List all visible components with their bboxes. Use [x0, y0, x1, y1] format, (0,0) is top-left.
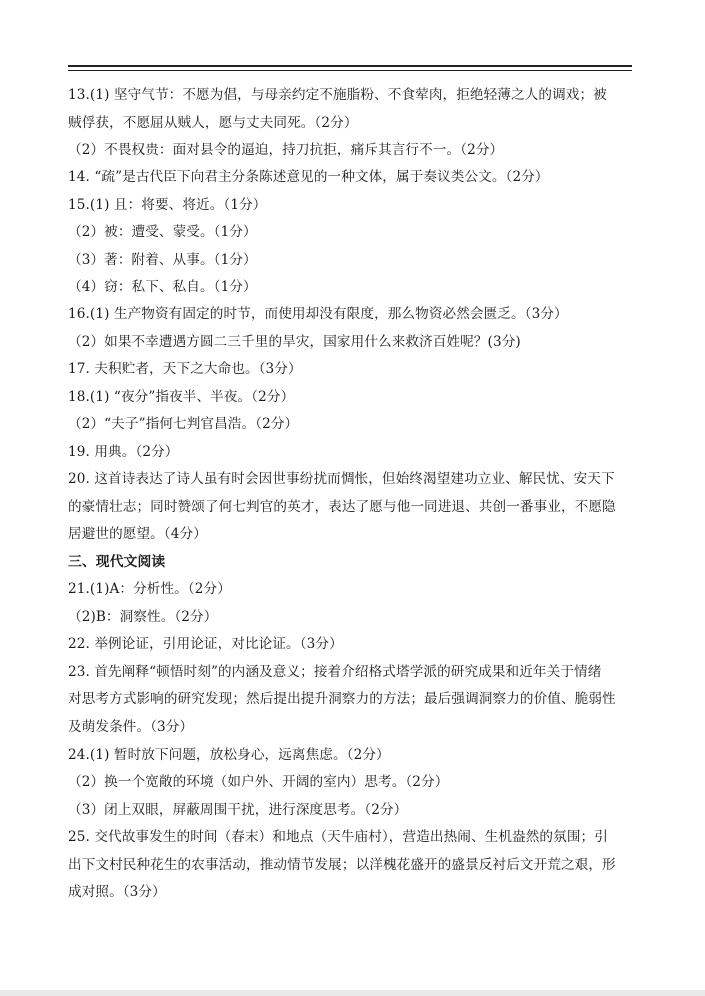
answer-18-1: 18.(1) “夜分”指夜半、半夜。（2分）: [68, 389, 295, 405]
page-bottom-edge: [0, 990, 705, 996]
answer-15-4: （4）窃：私下、私自。（1分）: [68, 279, 257, 295]
header-rule-thin: [68, 70, 632, 71]
answer-21-2: （2)B：洞察性。（2分）: [68, 609, 218, 625]
answer-23-line-2: 对思考方式影响的研究发现；然后提出提升洞察力的方法；最后强调洞察力的价值、脆弱性: [68, 691, 616, 707]
answer-24-2: （2）换一个宽敞的环境（如户外、开阔的室内）思考。（2分）: [68, 774, 449, 790]
answer-19: 19. 用典。（2分）: [68, 444, 179, 460]
answer-23-line-3: 及萌发条件。（3分）: [68, 719, 194, 735]
answer-25-line-1: 25. 交代故事发生的时间（春末）和地点（天牛庙村），营造出热闹、生机盎然的氛围；引: [68, 829, 608, 845]
section-heading-modern-reading: 三、现代文阅读: [68, 554, 166, 570]
answer-15-3: （3）著：附着、从事。（1分）: [68, 252, 257, 268]
answer-23-line-1: 23. 首先阐释“顿悟时刻”的内涵及意义；接着介绍格式塔学派的研究成果和近年关于情绪: [68, 664, 602, 680]
answer-16-2: （2）如果不幸遭遇方圆二三千里的旱灾，国家用什么来救济百姓呢？(3分): [68, 334, 521, 350]
answer-22: 22. 举例论证，引用论证，对比论证。（3分）: [68, 636, 343, 652]
answer-13-2: （2）不畏权贵：面对县令的逼迫，持刀抗拒，痛斥其言行不一。（2分）: [68, 142, 504, 158]
answer-13-line-2: 贼俘获，不愿屈从贼人，愿与丈夫同死。（2分）: [68, 115, 358, 131]
header-rule-thick: [68, 65, 632, 67]
answer-25-line-2: 出下文村民种花生的农事活动，推动情节发展；以洋槐花盛开的盛景反衬后文开荒之艰，形: [68, 857, 616, 873]
answer-24-3: （3）闭上双眼，屏蔽周围干扰，进行深度思考。（2分）: [68, 802, 408, 818]
answer-16-1: 16.(1) 生产物资有固定的时节，而使用却没有限度，那么物资必然会匮乏。（3分）: [68, 306, 568, 322]
answer-14: 14. “疏”是古代臣下向君主分条陈述意见的一种文体，属于奏议类公文。（2分）: [68, 169, 549, 185]
answer-24-1: 24.(1) 暂时放下问题，放松身心，远离焦虑。（2分）: [68, 747, 390, 763]
answer-15-1: 15.(1) 且：将要、将近。（1分）: [68, 197, 267, 213]
answer-17: 17. 夫积贮者，天下之大命也。（3分）: [68, 361, 302, 377]
answer-13-line-1: 13.(1) 坚守气节：不愿为倡，与母亲约定不施脂粉、不食荤肉，拒绝轻薄之人的调戏；被: [68, 87, 607, 103]
answer-18-2: （2）“夫子”指何七判官昌浩。（2分）: [68, 416, 299, 432]
answer-21-1: 21.(1)A：分析性。（2分）: [68, 581, 231, 597]
answer-20-line-3: 居避世的愿望。（4分）: [68, 526, 207, 542]
answer-20-line-2: 的豪情壮志；同时赞颂了何七判官的英才，表达了愿与他一同进退、共创一番事业，不愿隐: [68, 499, 616, 515]
answer-15-2: （2）被：遭受、蒙受。（1分）: [68, 224, 257, 240]
answer-20-line-1: 20. 这首诗表达了诗人虽有时会因世事纷扰而惆怅，但始终渴望建功立业、解民忧、安天下: [68, 471, 615, 487]
answer-25-line-3: 成对照。（3分）: [68, 884, 166, 900]
